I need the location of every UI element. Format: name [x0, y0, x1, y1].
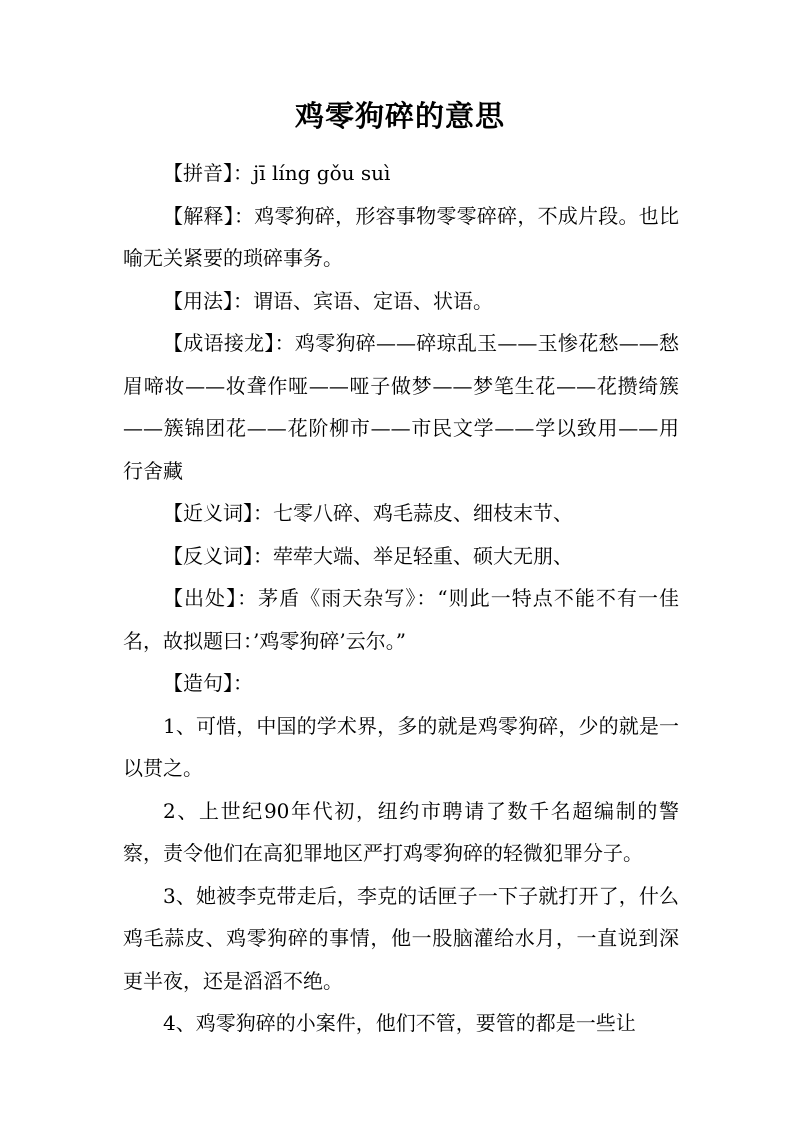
entry-text: 鸡零狗碎，形容事物零零碎碎，不成片段。也比喻无关紧要的琐碎事务。 — [123, 203, 680, 270]
entry-label: 【成语接龙】： — [163, 331, 295, 355]
entry-text: 鸡零狗碎——碎琼乱玉——玉惨花愁——愁眉啼妆——妆聋作哑——哑子做梦——梦笔生花——花攒绮簇——簇锦团花——花阶柳市——市民文学——学以致用——用行舍藏 — [123, 331, 680, 483]
example-sentence: 4、鸡零狗碎的小案件，他们不管，要管的都是一些让 — [163, 1011, 636, 1035]
document-body — [123, 152, 679, 1045]
entry-text: jī líng gǒu suì — [253, 161, 391, 185]
document-title: 鸡零狗碎的意思 — [294, 99, 505, 133]
entry-label: 【解释】： — [163, 203, 255, 228]
entry-explanation — [123, 195, 679, 280]
entry-label: 【拼音】： — [163, 161, 253, 185]
entry-antonyms — [123, 535, 679, 578]
example-sentence: 3、她被李克带走后，李克的话匣子一下子就打开了，什么鸡毛蒜皮、鸡零狗碎的事情，他一股脑灌给水月，一直说到深更半夜，还是滔滔不绝。 — [123, 883, 679, 993]
entry-label: 【造句】： — [163, 671, 253, 695]
entry-label: 【用法】： — [163, 288, 253, 313]
entry-examples-heading — [123, 662, 679, 705]
entry-pinyin — [123, 152, 679, 195]
entry-label: 【反义词】： — [163, 543, 273, 568]
entry-text: 谓语、宾语、定语、状语。 — [253, 288, 493, 313]
example-sentence: 1、可惜，中国的学术界，多的就是鸡零狗碎，少的就是一以贯之。 — [123, 713, 679, 780]
entry-synonyms — [123, 492, 679, 535]
entry-text: 七零八碎、鸡毛蒜皮、细枝末节、 — [273, 501, 573, 525]
entry-idiom-chain — [123, 322, 679, 492]
entry-usage — [123, 280, 679, 323]
entry-label: 【出处】： — [163, 586, 259, 610]
entry-text: 荦荦大端、举足轻重、硕大无朋、 — [273, 543, 573, 568]
entry-source — [123, 577, 679, 662]
entry-label: 【近义词】： — [163, 501, 273, 525]
example-sentence: 2、上世纪90年代初，纽约市聘请了数千名超编制的警察，责令他们在高犯罪地区严打鸡零狗碎的轻微犯罪分子。 — [123, 798, 679, 865]
entry-text: 茅盾《雨天杂写》：“则此一特点不能不有一佳名，故拟题曰：’鸡零狗碎’云尔。” — [123, 586, 679, 653]
